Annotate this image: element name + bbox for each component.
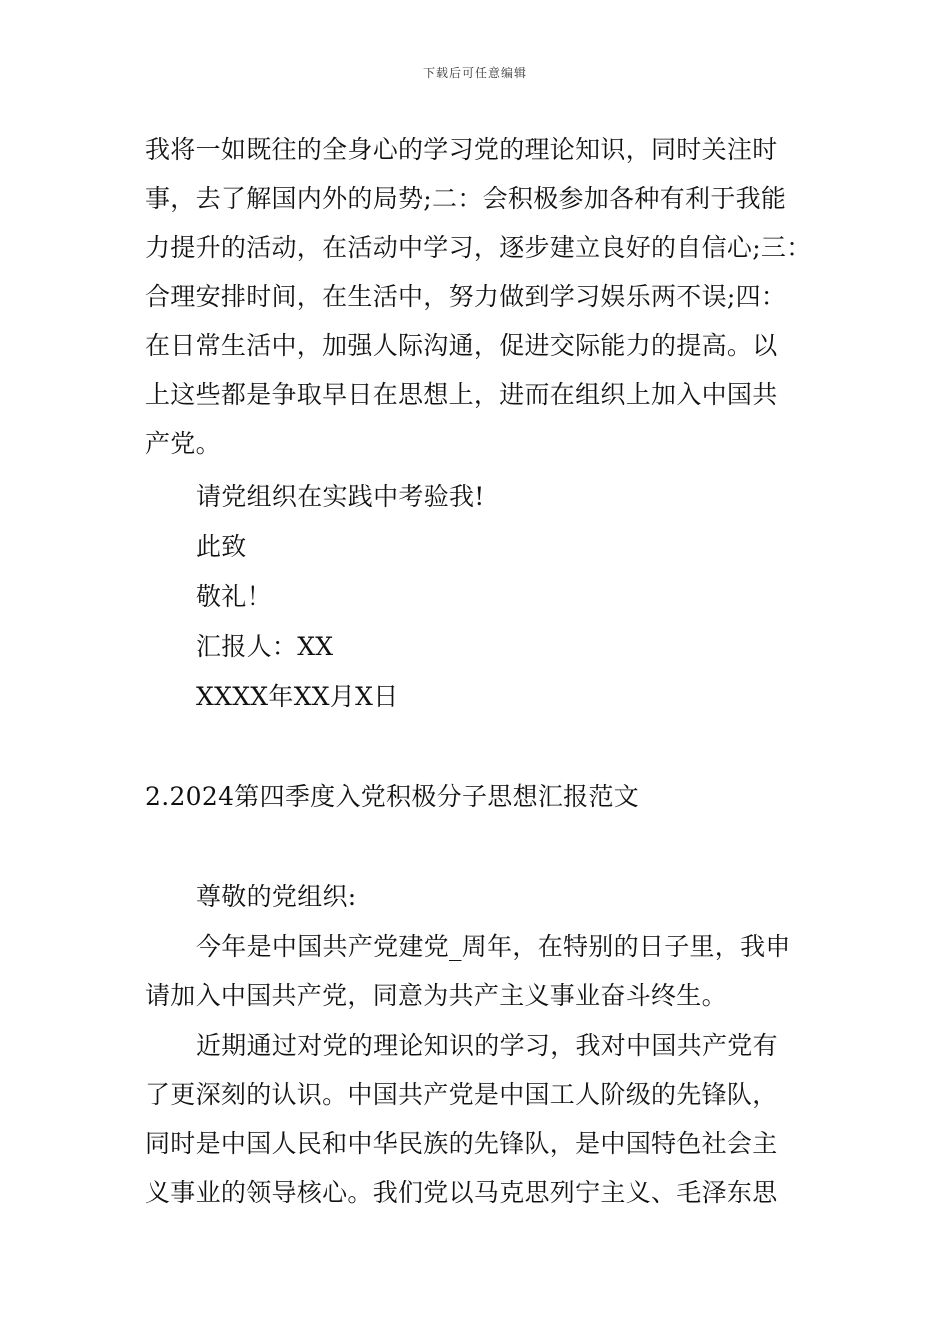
page-header: 下载后可任意编辑 (422, 66, 527, 80)
text-line: 我将一如既往的全身心的学习党的理论知识，同时关注时 (145, 135, 778, 164)
closing-request: 请党组织在实践中考验我! (196, 482, 485, 511)
text-line: 同时是中国人民和中华民族的先锋队，是中国特色社会主 (145, 1129, 778, 1158)
salutation-jing-li: 敬礼！ (196, 582, 272, 611)
reporter-line: 汇报人：XX (196, 632, 334, 661)
greeting: 尊敬的党组织: (196, 882, 357, 911)
text-line: 上这些都是争取早日在思想上，进而在组织上加入中国共 (145, 380, 778, 409)
text-line: 义事业的领导核心。我们党以马克思列宁主义、毛泽东思 (145, 1178, 778, 1207)
text-line: 在日常生活中，加强人际沟通，促进交际能力的提高。以 (145, 331, 778, 360)
text-line: 合理安排时间，在生活中，努力做到学习娱乐两不误;四： (145, 282, 787, 311)
salutation-ci-zhi: 此致 (196, 532, 247, 561)
text-line: 近期通过对党的理论知识的学习，我对中国共产党有 (196, 1031, 778, 1060)
text-line: 请加入中国共产党，同意为共产主义事业奋斗终生。 (145, 981, 727, 1010)
text-line: 事，去了解国内外的局势;二：会积极参加各种有利于我能 (145, 184, 787, 213)
date-line: XXXX年XX月X日 (196, 682, 399, 711)
section-title: 2.2024第四季度入党积极分子思想汇报范文 (145, 782, 640, 811)
text-line: 了更深刻的认识。中国共产党是中国工人阶级的先锋队， (145, 1080, 778, 1109)
text-line: 今年是中国共产党建党_周年，在特别的日子里，我申 (196, 932, 791, 961)
text-line: 力提升的活动，在活动中学习，逐步建立良好的自信心;三： (145, 233, 812, 262)
text-line: 产党。 (145, 429, 221, 458)
